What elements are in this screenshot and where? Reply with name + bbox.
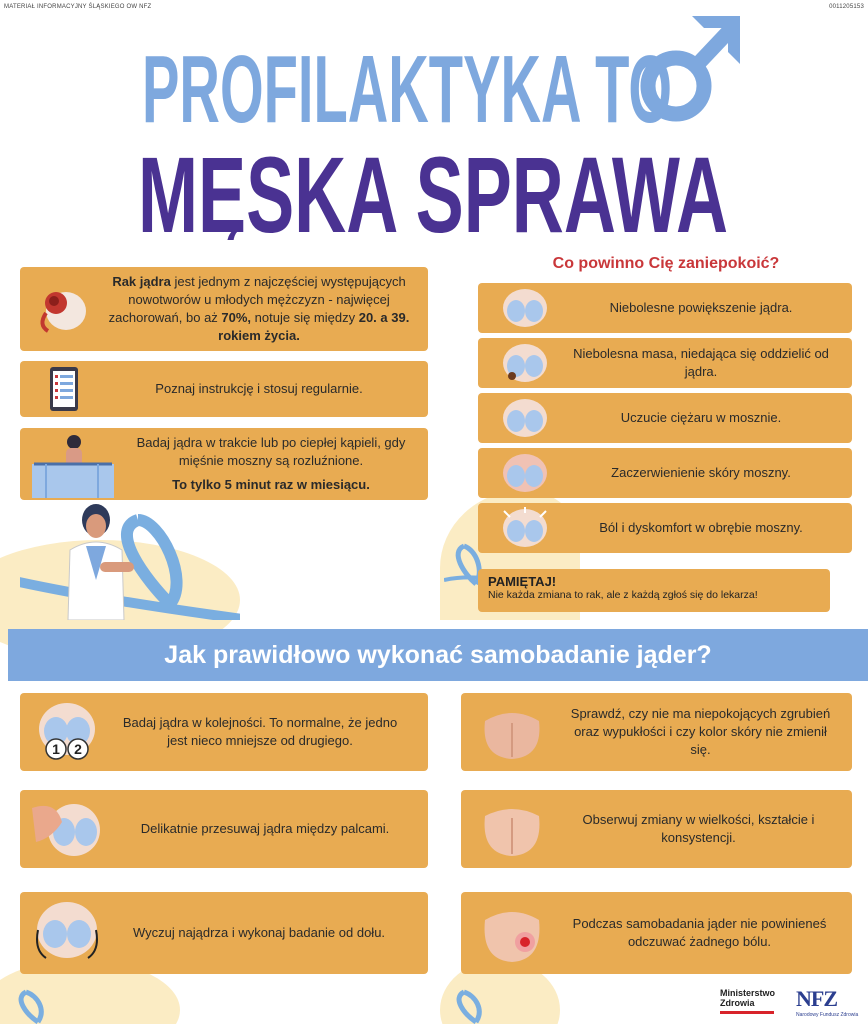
scrotum-lump-icon — [500, 342, 550, 384]
concern-text: Uczucie ciężaru w mosznie. — [620, 410, 782, 425]
bath-line: Badaj jądra w trakcie lub po ciepłej kąpieli, gdy mięśnie moszny są rozluźnione. — [136, 435, 406, 468]
remember-heading: PAMIĘTAJ! — [488, 574, 557, 589]
howto-step-card — [461, 790, 852, 868]
concern-item — [478, 283, 852, 333]
testicular-cancer-text — [90, 273, 428, 345]
concern-item — [478, 338, 852, 388]
order-1-2-icon — [36, 701, 98, 763]
remember-box — [478, 569, 830, 612]
cancer-text-2: notuje się między — [251, 310, 359, 325]
howto-step-card — [461, 693, 852, 771]
scrotum-shape-icon — [479, 798, 545, 860]
footer-logos — [720, 986, 860, 1020]
title-line-2-text: MĘSKA SPRAWA — [138, 140, 728, 240]
material-note: MATERIAŁ INFORMACYJNY ŚLĄSKIEGO OW NFZ — [4, 4, 152, 10]
ministry-of-health-logo — [720, 988, 775, 1014]
howto-step-text: Sprawdź, czy nie ma niepokojących zgrubień oraz wypukłości i czy kolor skóry nie zmienił się. — [570, 706, 831, 757]
bottom-left-ribbon-icon — [10, 988, 70, 1024]
concern-item — [478, 393, 852, 443]
fingers-roll-icon — [32, 798, 102, 860]
nfz-full-name: Narodowy Fundusz Zdrowia — [796, 1012, 859, 1018]
nfz-letters: NFZ — [796, 986, 837, 1011]
document-code: 0011205153 — [829, 4, 864, 10]
concern-text: Niebolesna masa, niedająca się oddzielić od jądra. — [573, 346, 829, 379]
bath-text — [114, 434, 428, 494]
title-line-2 — [138, 140, 728, 240]
info-card-bath — [20, 428, 428, 500]
howto-step-text: Wyczuj najądrza i wykonaj badanie od dołu. — [132, 925, 386, 940]
howto-step-text: Badaj jądra w kolejności. To normalne, że jedno jest nieco mniejsze od drugiego. — [122, 715, 398, 748]
concerns-heading: Co powinno Cię zaniepokoić? — [552, 255, 780, 272]
howto-step-card — [20, 892, 428, 974]
cancer-bold-3: 20. a 39. rokiem życia. — [218, 310, 410, 343]
title-line-1-text: PROFILAKTYKA TO — [142, 42, 672, 132]
ministry-red-bar — [720, 1011, 774, 1014]
ministry-line-2: Zdrowia — [720, 998, 755, 1008]
scrotum-inspect-icon — [479, 701, 545, 763]
concern-text: Zaczerwienienie skóry moszny. — [611, 465, 791, 480]
title-line-1 — [142, 42, 672, 132]
male-symbol-icon — [636, 12, 742, 128]
nfz-logo — [796, 986, 858, 1018]
testicle-anatomy-icon — [34, 285, 90, 333]
man-with-ribbon-illustration — [20, 500, 240, 620]
howto-step-text: Podczas samobadania jąder nie powinieneś odczuwać żadnego bólu. — [572, 916, 827, 949]
remember-text: Nie każda zmiana to rak, ale z każdą zgłoś się do lekarza! — [488, 589, 758, 601]
howto-step-text: Delikatnie przesuwaj jądra między palcami. — [140, 821, 390, 836]
howto-step-card — [20, 693, 428, 771]
howto-step-text: Obserwuj zmiany w wielkości, kształcie i konsystencji. — [582, 812, 815, 845]
cancer-bold-1: Rak jądra — [112, 274, 171, 289]
concern-text: Niebolesne powiększenie jądra. — [609, 300, 793, 315]
tablet-checklist-icon — [34, 365, 90, 413]
bottom-right-ribbon-icon — [448, 988, 508, 1024]
howto-step-card — [461, 892, 852, 974]
scrotum-pain-icon — [500, 507, 550, 549]
instructions-text: Poznaj instrukcję i stosuj regularnie. — [155, 381, 363, 396]
scrotum-icon — [500, 287, 550, 329]
concern-text: Ból i dyskomfort w obrębie moszny. — [599, 520, 803, 535]
step-number-1: 1 — [52, 741, 60, 757]
info-card-instructions — [20, 361, 428, 417]
how-to-banner — [8, 629, 868, 681]
cancer-bold-2: 70%, — [221, 310, 252, 325]
concern-item — [478, 503, 852, 553]
step-number-2: 2 — [74, 741, 82, 757]
scrotum-heavy-icon — [500, 397, 550, 439]
epididymis-check-icon — [34, 900, 100, 966]
bath-bold: To tylko 5 minut raz w miesiącu. — [172, 477, 370, 492]
concern-item — [478, 448, 852, 498]
howto-step-card — [20, 790, 428, 868]
cancer-text-1: jest jednym z najczęściej występujących nowotworów u młodych mężczyzn - najwięcej zachorowań, bo aż — [108, 274, 406, 325]
scrotum-no-pain-icon — [479, 900, 545, 966]
info-card-testicular-cancer — [20, 267, 428, 351]
bath-icon — [32, 430, 114, 498]
ministry-line-1: Ministerstwo — [720, 988, 776, 998]
how-to-heading: Jak prawidłowo wykonać samobadanie jąder? — [164, 640, 712, 669]
scrotum-redness-icon — [500, 452, 550, 494]
